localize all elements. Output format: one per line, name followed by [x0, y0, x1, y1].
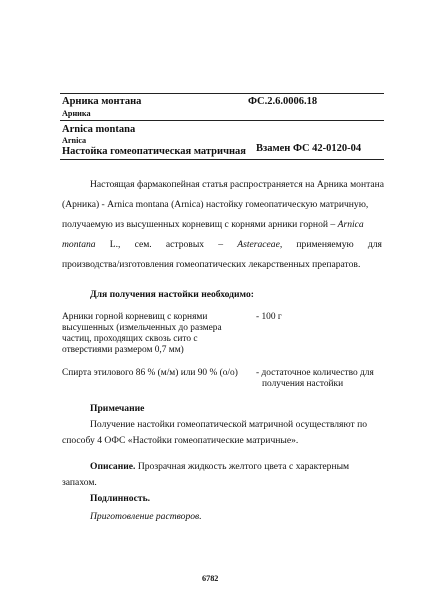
intro-author: L.,: [109, 239, 121, 250]
description-line-1: [90, 462, 349, 472]
intro-dash: –: [218, 239, 224, 250]
intro-family-lat: Asteraceae,: [237, 239, 283, 250]
authenticity-heading: Подлинность.: [90, 493, 151, 504]
intro-latin-species: montana: [62, 239, 96, 250]
intro-for: для: [367, 239, 382, 250]
page-number: 6782: [202, 574, 219, 583]
title-dosage-form: Настойка гомеопатическая матричная: [62, 146, 246, 157]
intro-family-abbr: сем.: [134, 239, 152, 250]
req-item2-label: Спирта этилового 86 % (м/м) или 90 % (о/о): [62, 368, 238, 378]
intro-line-4: [62, 240, 382, 250]
intro-line-3-text: получаемую из высушенных корневищ с корнями арники горной –: [62, 219, 336, 230]
description-text-1: Прозрачная жидкость желтого цвета с характерным: [137, 461, 350, 472]
note-line-1: [90, 420, 382, 430]
intro-latin-genus: Arnica: [337, 219, 364, 230]
subtitle-russian: Арника: [62, 109, 91, 118]
doc-code: ФС.2.6.0006.18: [248, 96, 318, 107]
description-line-2: запахом.: [62, 477, 97, 488]
intro-line-3: [62, 220, 364, 230]
header-top-rule: [60, 93, 384, 94]
authenticity-subheading: Приготовление растворов.: [90, 511, 202, 522]
subtitle-latin: Arnica: [62, 136, 87, 145]
title-russian: Арника монтана: [62, 96, 142, 107]
note-heading: Примечание: [90, 403, 145, 414]
title-latin: Arnica montana: [62, 124, 136, 135]
requirements-heading: Для получения настойки необходимо:: [90, 289, 254, 300]
req-item2-value-line-2: получения настойки: [262, 379, 344, 389]
intro-line-2: (Арника) - Arnica montana (Arnica) настойку гомеопатическую матричную,: [62, 199, 369, 210]
intro-line-1: Настоящая фармакопейная статья распространяется на Арника монтана: [90, 179, 385, 190]
req-item1-line-1: Арники горной корневищ с корнями: [62, 312, 208, 322]
header-mid-rule: [60, 120, 384, 121]
intro-line-5: производства/изготовления гомеопатических лекарственных препаратов.: [62, 259, 361, 270]
intro-family-ru: астровых: [165, 239, 205, 250]
note-line-1-text: Получение настойки гомеопатической матричной осуществляют по: [90, 419, 368, 430]
description-label: Описание.: [90, 461, 136, 472]
req-item1-line-3: частиц, проходящих сквозь сито с: [62, 334, 198, 344]
intro-applied: применяемую: [296, 239, 354, 250]
header-bottom-rule: [60, 159, 384, 160]
req-item1-value: - 100 г: [256, 312, 282, 322]
req-item2-value-line-1: - достаточное количество для: [256, 368, 374, 378]
replaces-doc: Взамен ФС 42-0120-04: [256, 143, 362, 154]
req-item1-line-4: отверстиями размером 0,7 мм): [62, 345, 184, 355]
note-line-2: способу 4 ОФС «Настойки гомеопатические матричные».: [62, 435, 299, 446]
req-item1-line-2: высушенных (измельченных до размера: [62, 323, 222, 333]
